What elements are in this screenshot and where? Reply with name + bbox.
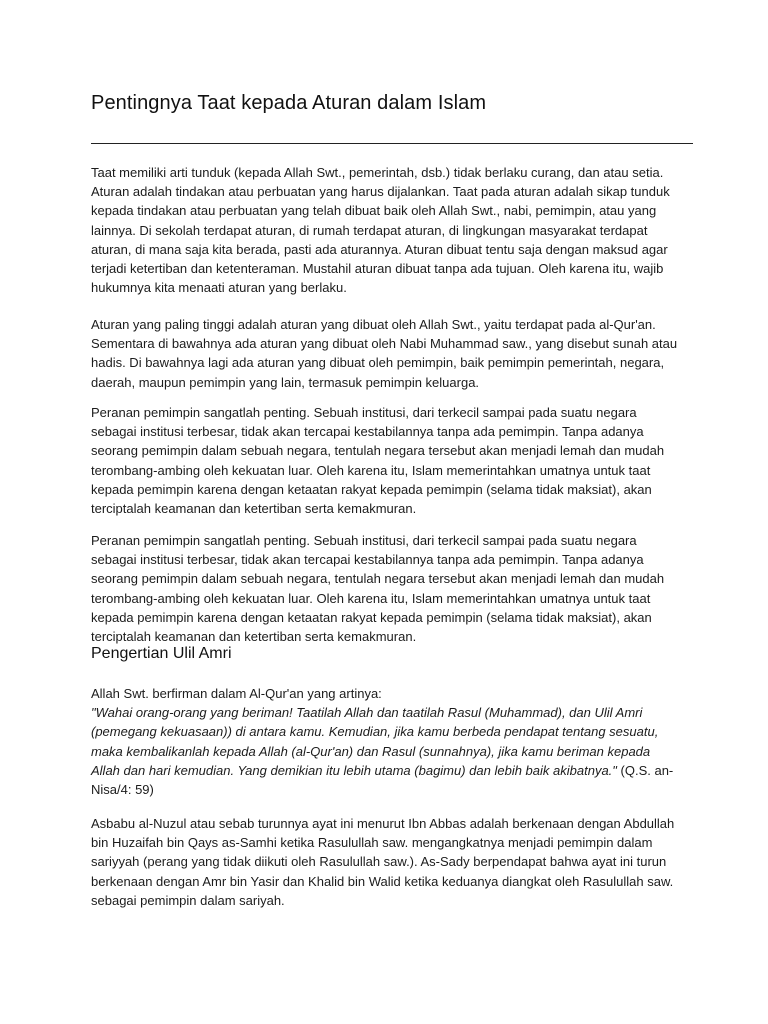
section-heading-ulil-amri: Pengertian Ulil Amri [91,645,232,662]
page-title: Pentingnya Taat kepada Aturan dalam Islam [91,92,487,114]
paragraph-hierarchy-of-rules: Aturan yang paling tinggi adalah aturan yang dibuat oleh Allah Swt., yaitu terdapat pada al-Qur'an. Sementara di bawahnya ada aturan yang dibuat oleh Nabi Muhammad saw., yang disebut sunah atau hadis. Di bawahnya lagi ada aturan yang dibuat oleh pemimpin, baik pemimpin pemerintah, negara, daerah, maupun pemimpin yang lain, termasuk pemimpin keluarga. [91,317,678,390]
paragraph-asbabun-nuzul: Asbabu al-Nuzul atau sebab turunnya ayat ini menurut Ibn Abbas adalah berkenaan dengan Abdullah bin Huzaifah bin Qays as-Samhi ketika Rasulullah saw. mengangkatnya menjadi pemimpin dalam sariyyah (perang yang tidak diikuti oleh Rasulullah saw.). As-Sady berpendapat bahwa ayat ini turun berkenaan dengan Amr bin Yasir dan Khalid bin Walid ketika keduanya diangkat oleh Rasulullah saw. sebagai pemimpin dalam sariyah. [91,816,675,908]
paragraph-role-of-leader: Peranan pemimpin sangatlah penting. Sebuah institusi, dari terkecil sampai pada suatu negara sebagai institusi terbesar, tidak akan tercapai kestabilannya tanpa ada pemimpin. Tanpa adanya seorang pemimpin dalam sebuah negara, tentulah negara tersebut akan menjadi lemah dan mudah terombang-ambing oleh kekuatan luar. Oleh karena itu, Islam memerintahkan umatnya untuk taat kepada pemimpin karena dengan ketaatan rakyat kepada pemimpin (selama tidak maksiat), akan terciptalah keamanan dan ketertiban serta kemakmuran. [91,405,665,517]
title-divider [91,143,693,144]
paragraph-taat-definition: Taat memiliki arti tunduk (kepada Allah Swt., pemerintah, dsb.) tidak berlaku curang, dan atau setia. Aturan adalah tindakan atau perbuatan yang harus dijalankan. Taat pada aturan adalah sikap tunduk kepada tindakan atau perbuatan yang telah dibuat baik oleh Allah Swt., nabi, pemimpin, atau yang lainnya. Di sekolah terdapat aturan, di rumah terdapat aturan, di lingkungan masyarakat terdapat aturan, di mana saja kita berada, pasti ada aturannya. Aturan dibuat tentu saja dengan maksud agar terjadi ketertiban dan ketenteraman. Mustahil aturan dibuat tanpa ada tujuan. Oleh karena itu, wajib hukumnya kita menaati aturan yang berlaku. [91,165,670,296]
paragraph-role-of-leader-repeat: Peranan pemimpin sangatlah penting. Sebuah institusi, dari terkecil sampai pada suatu negara sebagai institusi terbesar, tidak akan tercapai kestabilannya tanpa ada pemimpin. Tanpa adanya seorang pemimpin dalam sebuah negara, tentulah negara tersebut akan menjadi lemah dan mudah terombang-ambing oleh kekuatan luar. Oleh karena itu, Islam memerintahkan umatnya untuk taat kepada pemimpin karena dengan ketaatan rakyat kepada pemimpin (selama tidak maksiat), akan terciptalah keamanan dan ketertiban serta kemakmuran. [91,533,665,645]
quote-paragraph [91,684,681,799]
quote-intro: Allah Swt. berfirman dalam Al-Qur'an yang artinya: [91,686,382,701]
quote-text: "Wahai orang-orang yang beriman! Taatilah Allah dan taatilah Rasul (Muhammad), dan Ulil Amri (pemegang kekuasaan)) di antara kamu. Kemudian, jika kamu berbeda pendapat tentang sesuatu, maka kembalikanlah kepada Allah (al-Qur'an) dan Rasul (sunnahnya), jika kamu beriman kepada Allah dan hari kemudian. Yang demikian itu lebih utama (bagimu) dan lebih baik akibatnya." [91,705,659,778]
quote-source: (Q.S. an-Nisa/4: 59) [91,762,674,798]
